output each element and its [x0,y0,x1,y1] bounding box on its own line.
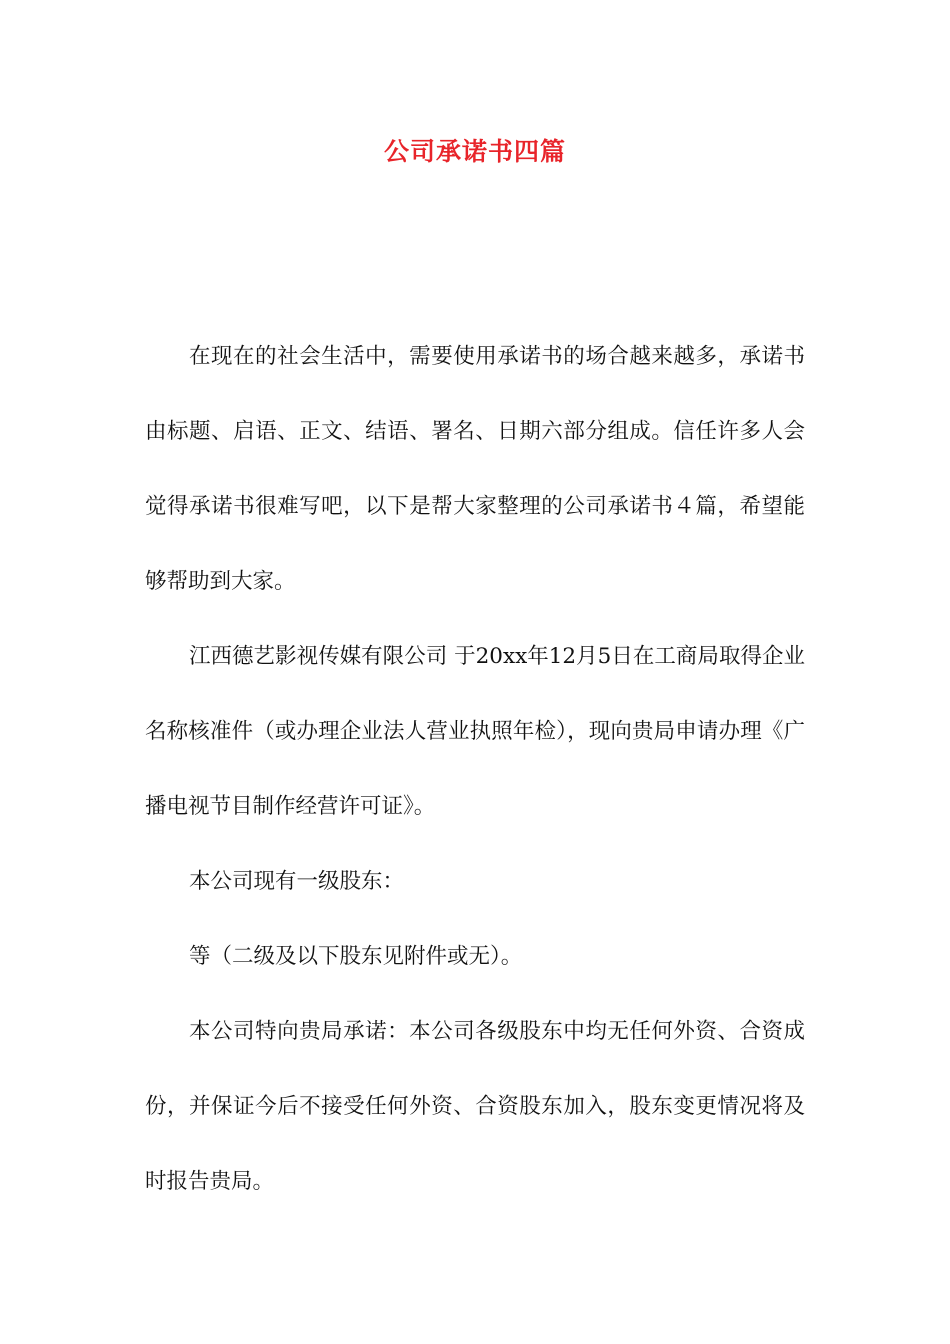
paragraph-shareholders: 本公司现有一级股东： [189,869,405,894]
paragraph-intro: 在现在的社会生活中，需要使用承诺书的场合越来越多，承诺书由标题、启语、正文、结语、署名、日期六部分组成。信任许多人会觉得承诺书很难写吧，以下是帮大家整理的公司承诺书４篇，希望能够帮助到大家。 [145,344,805,594]
paragraph-secondary-shareholders: 等（二级及以下股东见附件或无）。 [189,944,523,969]
paragraph-company-application: 江西德艺影视传媒有限公司 于20xx年12月5日在工商局取得企业名称核准件（或办理企业法人营业执照年检），现向贵局申请办理《广播电视节目制作经营许可证》。 [145,644,805,819]
document-body [145,319,805,1219]
document-title: 公司承诺书四篇 [383,137,566,166]
paragraph-commitment: 本公司特向贵局承诺：本公司各级股东中均无任何外资、合资成份，并保证今后不接受任何外资、合资股东加入，股东变更情况将及时报告贵局。 [145,1019,805,1194]
